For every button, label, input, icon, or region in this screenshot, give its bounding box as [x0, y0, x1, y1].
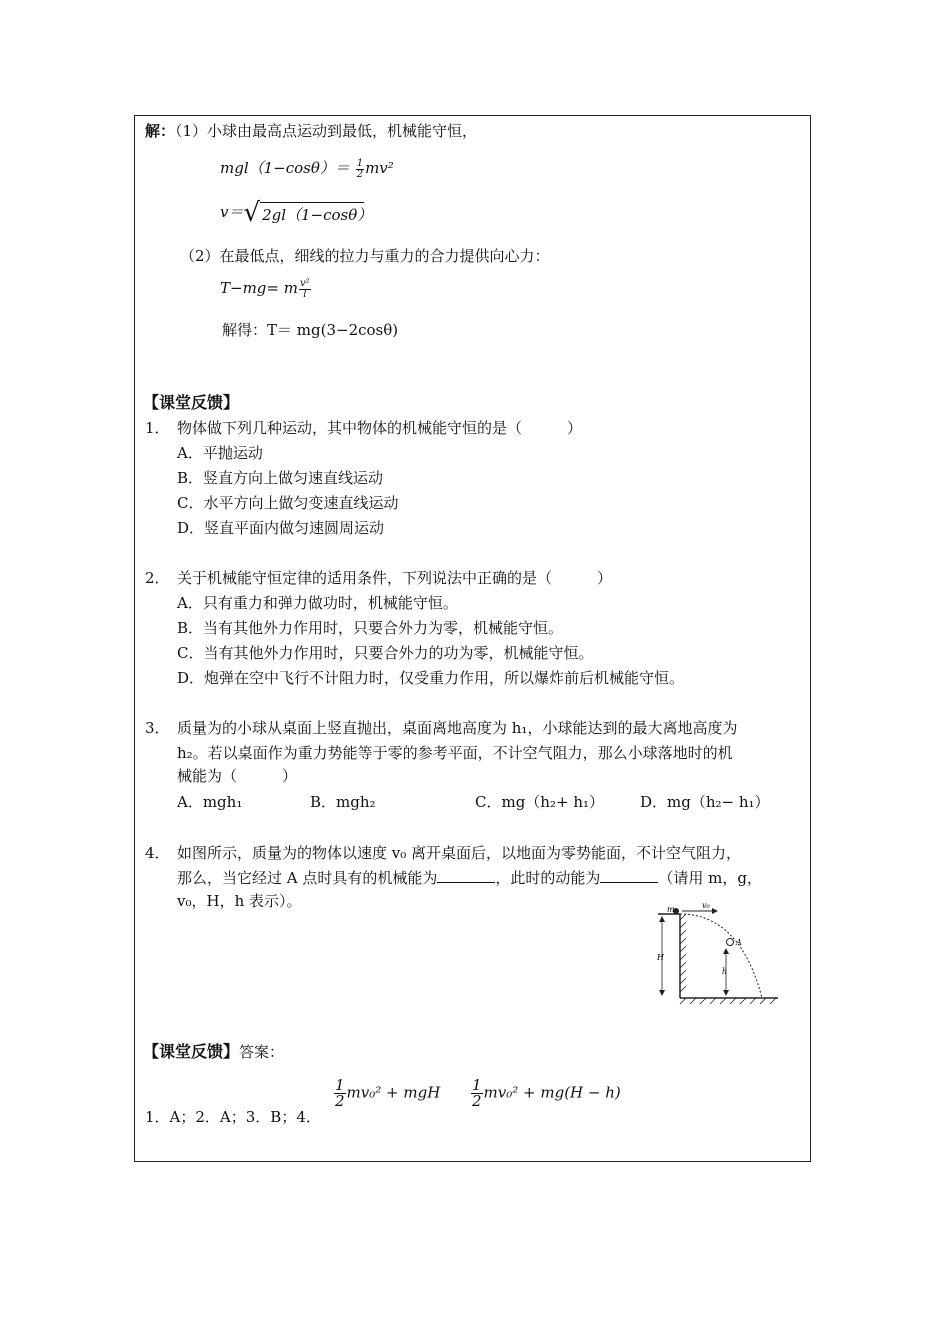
- answer-blank-2[interactable]: [600, 868, 658, 883]
- figure-label-H: H: [657, 953, 664, 962]
- answer-4-second: $\frac{1}{2}$ mv₀² + mg(H − h): [472, 1076, 621, 1110]
- question-2-stem: 关于机械能守恒定律的适用条件，下列说法中正确的是（ ）: [177, 569, 613, 587]
- answers-title: 【课堂反馈】: [143, 1042, 240, 1061]
- question-2-option-c: C．当有其他外力作用时，只要合外力的功为零，机械能守恒。: [177, 644, 594, 662]
- figure-label-v0: v₀: [702, 901, 710, 910]
- question-1-stem: 物体做下列几种运动，其中物体的机械能守恒的是（ ）: [177, 419, 583, 437]
- question-2-option-b: B．当有其他外力作用时，只要合外力为零，机械能守恒。: [177, 619, 564, 637]
- question-4-number: 4．: [145, 844, 170, 862]
- wall-hatch: [680, 914, 686, 992]
- point-a-marker: [727, 939, 734, 946]
- question-4-stem-line1: 如图所示，质量为的物体以速度 v₀ 离开桌面后，以地面为零势能面，不计空气阻力，: [177, 844, 742, 862]
- question-2-option-d: D．炮弹在空中飞行不计阻力时，仅受重力作用，所以爆炸前后机械能守恒。: [177, 669, 685, 687]
- question-1-option-a: A．平抛运动: [177, 444, 263, 462]
- trajectory-path: [680, 914, 762, 998]
- equation-tension: 解得：T＝ mg(3−2cosθ): [222, 321, 399, 339]
- question-1-option-b: B．竖直方向上做匀速直线运动: [177, 469, 384, 487]
- figure-label-a: A: [736, 938, 742, 947]
- projectile-figure: [650, 900, 790, 1010]
- question-1-option-c: C．水平方向上做匀变速直线运动: [177, 494, 399, 512]
- equation-force: T−mg= m $\frac{\text{v²}}{l}$: [220, 277, 310, 300]
- fraction-v2-l: $\frac{\text{v²}}{l}$: [299, 277, 310, 300]
- answers-line: 1．A；2．A；3．B；4．: [145, 1108, 321, 1126]
- ground-hatch: [680, 998, 776, 1004]
- question-4-stem-line2: 那么，当它经过 A 点时具有的机械能为 ，此时的动能为 （请用 m，g，: [177, 869, 762, 887]
- figure-label-h: h: [722, 967, 728, 976]
- velocity-arrowhead: [712, 908, 718, 914]
- question-1-option-d: D．竖直平面内做匀速圆周运动: [177, 519, 385, 537]
- question-2-option-a: A．只有重力和弹力做功时，机械能守恒。: [177, 594, 458, 612]
- question-3-stem-line3: 械能为（ ）: [177, 767, 298, 785]
- question-3-option-b: B．mgh₂: [310, 793, 376, 811]
- solution-part2: （2）在最低点，细线的拉力与重力的合力提供向心力：: [180, 247, 550, 265]
- question-1-number: 1．: [145, 419, 170, 437]
- answer-blank-1[interactable]: [437, 868, 495, 883]
- fraction-half: $\frac{1}{2}$: [356, 157, 364, 180]
- question-3-number: 3．: [145, 719, 170, 737]
- answer-4-first: $\frac{1}{2}$ mv₀² + mgH: [335, 1076, 441, 1110]
- question-3-option-a: A．mgh₁: [177, 793, 243, 811]
- question-2-number: 2．: [145, 569, 170, 587]
- question-3-stem-line1: 质量为的小球从桌面上竖直抛出，桌面离地高度为 h₁，小球能达到的最大离地高度为: [177, 719, 738, 737]
- solution-label: 解：: [145, 122, 176, 140]
- answers-heading: [143, 1042, 284, 1062]
- equation-energy: mgl（1−cosθ）＝ $\frac{1}{2}$ mv²: [220, 157, 394, 180]
- question-3-option-c: C．mg（h₂+ h₁）: [475, 793, 604, 811]
- figure-label-m: m: [667, 905, 675, 914]
- equation-velocity: v＝√ 2gl（1−cosθ）: [220, 198, 373, 228]
- section-title-feedback: 【课堂反馈】: [143, 393, 240, 412]
- sqrt: √ 2gl（1−cosθ）: [243, 198, 373, 228]
- answers-suffix: 答案：: [239, 1043, 285, 1061]
- solution-part1: （1）小球由最高点运动到最低，机械能守恒，: [175, 122, 478, 140]
- question-4-stem-line3: v₀，H，h 表示）。: [177, 892, 302, 910]
- question-3-stem-line2: h₂。若以桌面作为重力势能等于零的参考平面，不计空气阻力，那么小球落地时的机: [177, 744, 733, 762]
- solution-intro: [145, 121, 477, 141]
- question-3-option-d: D．mg（h₂− h₁）: [640, 793, 770, 811]
